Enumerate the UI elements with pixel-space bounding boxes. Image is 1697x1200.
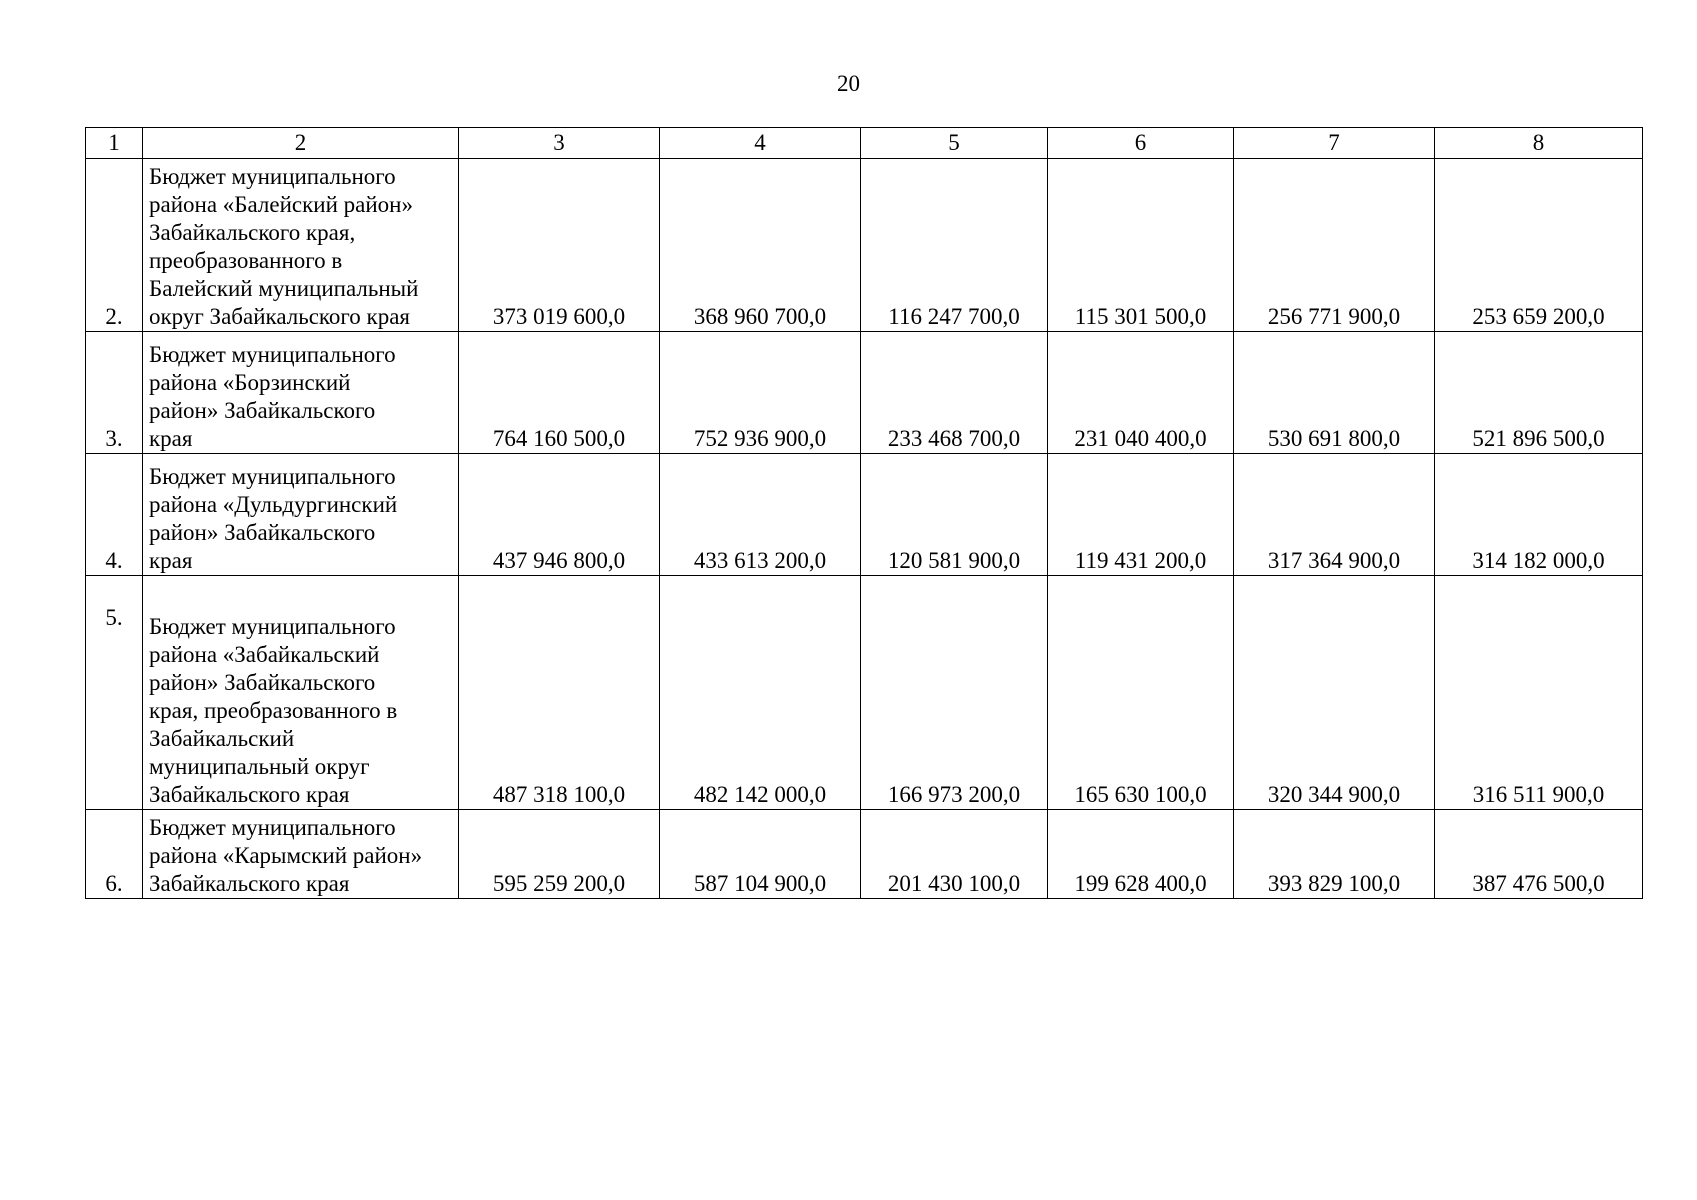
amount-cell: 320 344 900,0 — [1234, 576, 1435, 810]
amount-cell: 368 960 700,0 — [660, 159, 861, 332]
budget-name: Бюджет муниципального района «Балейский район» Забайкальского края, преобразованного в Балейский муниципальный округ Забайкальского края — [143, 159, 459, 332]
column-header: 8 — [1435, 128, 1643, 159]
amount-cell: 587 104 900,0 — [660, 810, 861, 899]
row-number: 5. — [86, 576, 143, 810]
amount-cell: 166 973 200,0 — [861, 576, 1048, 810]
amount-cell: 487 318 100,0 — [459, 576, 660, 810]
amount-cell: 115 301 500,0 — [1048, 159, 1234, 332]
amount-cell: 233 468 700,0 — [861, 332, 1048, 454]
column-header: 5 — [861, 128, 1048, 159]
table-header-row — [86, 128, 1643, 159]
column-header: 3 — [459, 128, 660, 159]
table-row — [86, 454, 1643, 576]
row-number: 4. — [86, 454, 143, 576]
amount-cell: 433 613 200,0 — [660, 454, 861, 576]
amount-cell: 199 628 400,0 — [1048, 810, 1234, 899]
table-row — [86, 332, 1643, 454]
row-number: 3. — [86, 332, 143, 454]
row-number: 6. — [86, 810, 143, 899]
amount-cell: 120 581 900,0 — [861, 454, 1048, 576]
budget-name: Бюджет муниципального района «Борзинский район» Забайкальского края — [143, 332, 459, 454]
column-header: 7 — [1234, 128, 1435, 159]
column-header: 2 — [143, 128, 459, 159]
amount-cell: 482 142 000,0 — [660, 576, 861, 810]
budget-name: Бюджет муниципального района «Карымский район» Забайкальского края — [143, 810, 459, 899]
amount-cell: 231 040 400,0 — [1048, 332, 1234, 454]
amount-cell: 373 019 600,0 — [459, 159, 660, 332]
amount-cell: 387 476 500,0 — [1435, 810, 1643, 899]
column-header: 4 — [660, 128, 861, 159]
budget-name: Бюджет муниципального района «Дульдургинский район» Забайкальского края — [143, 454, 459, 576]
budget-name: Бюджет муниципального района «Забайкальский район» Забайкальского края, преобразованного в Забайкальский муниципальный округ Забайкальского края — [143, 576, 459, 810]
amount-cell: 314 182 000,0 — [1435, 454, 1643, 576]
amount-cell: 201 430 100,0 — [861, 810, 1048, 899]
column-header: 6 — [1048, 128, 1234, 159]
amount-cell: 119 431 200,0 — [1048, 454, 1234, 576]
amount-cell: 595 259 200,0 — [459, 810, 660, 899]
amount-cell: 393 829 100,0 — [1234, 810, 1435, 899]
row-number: 2. — [86, 159, 143, 332]
amount-cell: 521 896 500,0 — [1435, 332, 1643, 454]
page-number: 20 — [837, 71, 860, 96]
amount-cell: 437 946 800,0 — [459, 454, 660, 576]
table-row — [86, 159, 1643, 332]
column-header: 1 — [86, 128, 143, 159]
table-row — [86, 576, 1643, 810]
amount-cell: 752 936 900,0 — [660, 332, 861, 454]
amount-cell: 530 691 800,0 — [1234, 332, 1435, 454]
amount-cell: 317 364 900,0 — [1234, 454, 1435, 576]
amount-cell: 316 511 900,0 — [1435, 576, 1643, 810]
table-row — [86, 810, 1643, 899]
amount-cell: 116 247 700,0 — [861, 159, 1048, 332]
amount-cell: 256 771 900,0 — [1234, 159, 1435, 332]
amount-cell: 253 659 200,0 — [1435, 159, 1643, 332]
amount-cell: 764 160 500,0 — [459, 332, 660, 454]
budget-table — [85, 127, 1643, 899]
amount-cell: 165 630 100,0 — [1048, 576, 1234, 810]
